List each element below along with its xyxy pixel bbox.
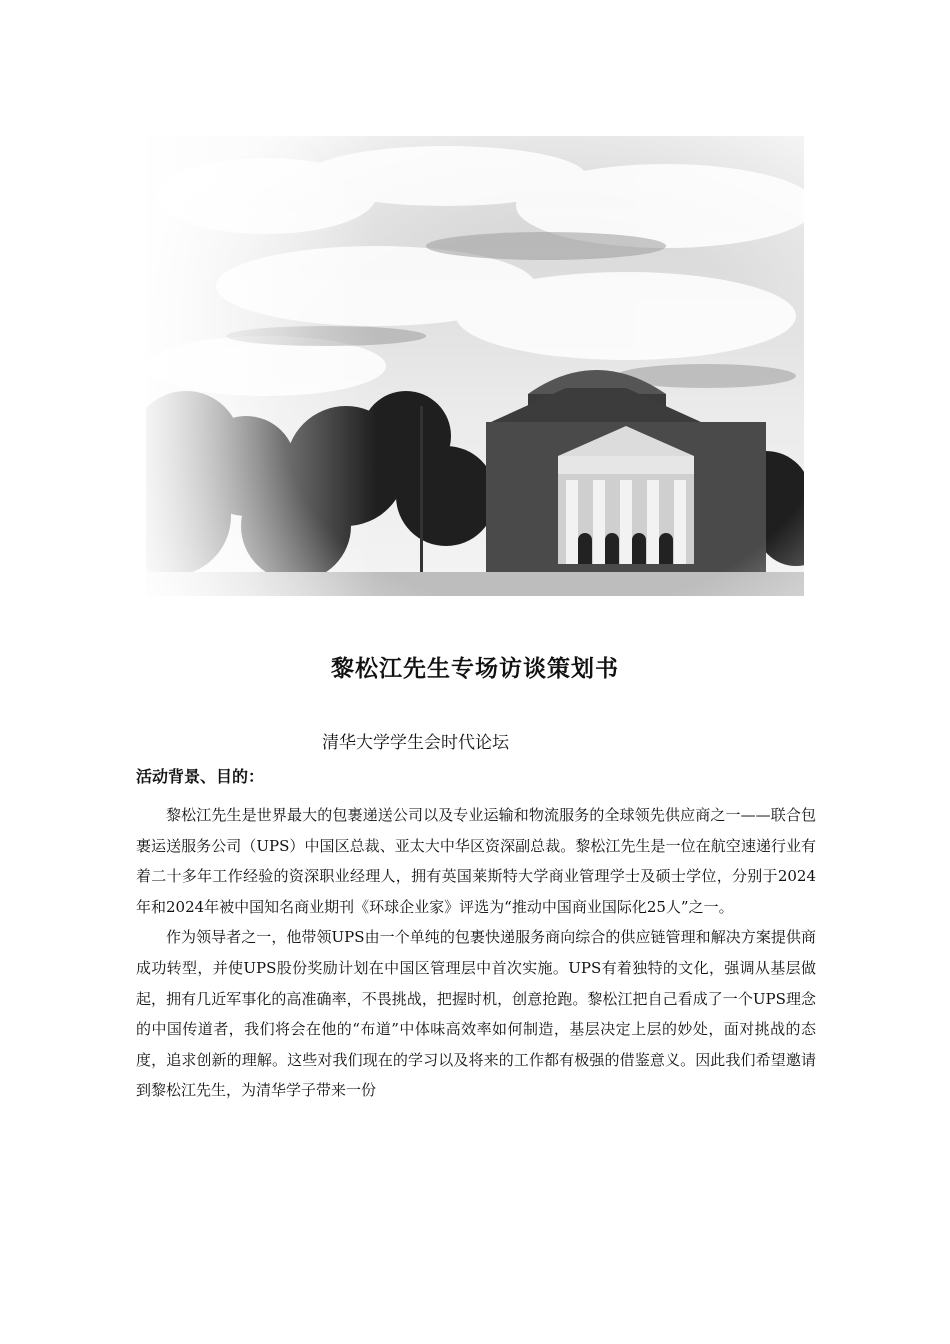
- organizer: 清华大学学生会时代论坛: [322, 733, 509, 753]
- paragraph: 作为领导者之一，他带领UPS由一个单纯的包裹快递服务商向综合的供应链管理和解决方案提供商成功转型，并使UPS股份奖励计划在中国区管理层中首次实施。UPS有着独特的文化，强调从基层做起，拥有几近军事化的高准确率，不畏挑战，把握时机，创意抢跑。黎松江把自己看成了一个UPS理念的中国传道者，我们将会在他的“布道”中体味高效率如何制造，基层决定上层的妙处，面对挑战的态度，追求创新的理解。这些对我们现在的学习以及将来的工作都有极强的借鉴意义。因此我们希望邀请到黎松江先生，为清华学子带来一份: [136, 928, 816, 1100]
- section-heading: 活动背景、目的：: [136, 767, 265, 786]
- paragraph: 黎松江先生是世界最大的包裹递送公司以及专业运输和物流服务的全球领先供应商之一——联合包裹运送服务公司（UPS）中国区总裁、亚太大中华区资深副总裁。黎松江先生是一位在航空速递行业有着二十多年工作经验的资深职业经理人，拥有英国莱斯特大学商业管理学士及硕士学位，分别于2024年和2024年被中国知名商业期刊《环球企业家》评选为“推动中国商业国际化25人”之一。: [136, 806, 816, 916]
- cover-photo-grand-auditorium: [146, 136, 804, 596]
- body-text: [136, 800, 816, 1106]
- page-title: 黎松江先生专场访谈策划书: [331, 656, 619, 682]
